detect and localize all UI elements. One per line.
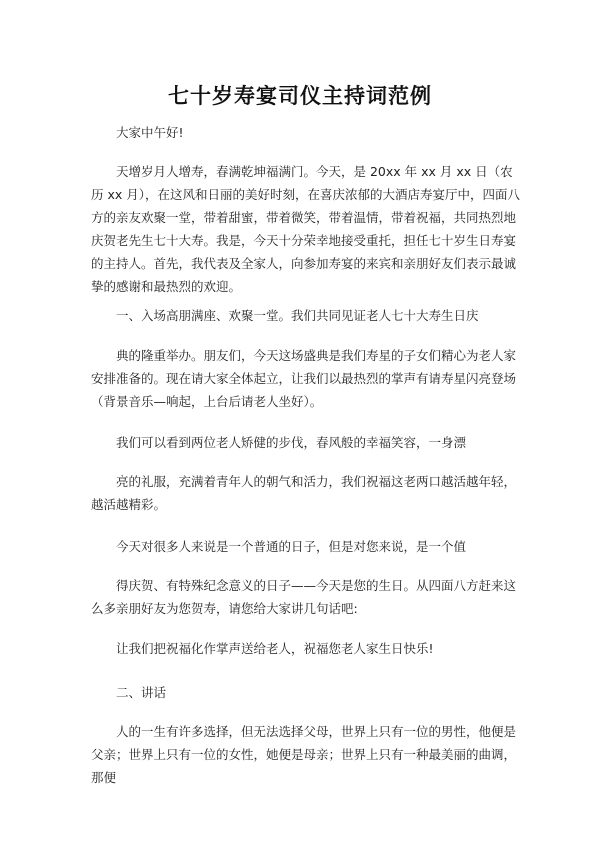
paragraph-step: 我们可以看到两位老人矫健的步伐，春风般的幸福笑容，一身漂 (116, 435, 467, 450)
opening-paragraph: 天增岁月人增寿，春满乾坤福满门。今天，是 20xx 年 xx 月 xx 日（农历 xx 月），在这风和日丽的美好时刻，在喜庆浓郁的大酒店寿宴厅中，四面八方的亲友欢聚一堂，带着甜蜜，带着微笑，带着温情，带着祝福，共同热烈地庆贺老先生七十大寿。我是，今天十分荣幸地接受重托，担任七十岁生日寿宴的主持人。首先，我代表及全家人，向参加寿宴的来宾和亲朋好友们表示最诚挚的感谢和最热烈的欢迎。 (91, 164, 520, 294)
section-one-heading: 一、入场高朋满座、欢聚一堂。我们共同见证老人七十大寿生日庆 (116, 308, 479, 323)
document-title: 七十岁寿宴司仪主持词范例 (168, 84, 432, 108)
paragraph-blessing: 亮的礼服，充满着青年人的朝气和活力，我们祝福这老两口越活越年轻，越活越精彩。 (91, 474, 517, 512)
paragraph-birthday: 得庆贺、有特殊纪念意义的日子——今天是您的生日。从四面八方赶来这么多亲朋好友为您贺寿，请您给大家讲几句话吧: (91, 578, 517, 616)
paragraph-today: 今天对很多人来说是一个普通的日子，但是对您来说，是一个值 (116, 539, 467, 554)
ceremony-paragraph: 典的隆重举办。朋友们，今天这场盛典是我们寿星的子女们精心为老人家安排准备的。现在请大家全体起立，让我们以最热烈的掌声有请寿星闪亮登场（背景音乐—响起，上台后请老人坐好）。 (91, 348, 517, 409)
greeting-paragraph: 大家中午好! (116, 125, 184, 140)
paragraph-parents: 人的一生有许多选择，但无法选择父母，世界上只有一位的男性，他便是父亲；世界上只有一位的女性，她便是母亲；世界上只有一种最美丽的曲调，那便 (91, 724, 517, 785)
section-two-heading: 二、讲话 (116, 685, 167, 700)
paragraph-applause: 让我们把祝福化作掌声送给老人，祝福您老人家生日快乐! (116, 641, 434, 656)
